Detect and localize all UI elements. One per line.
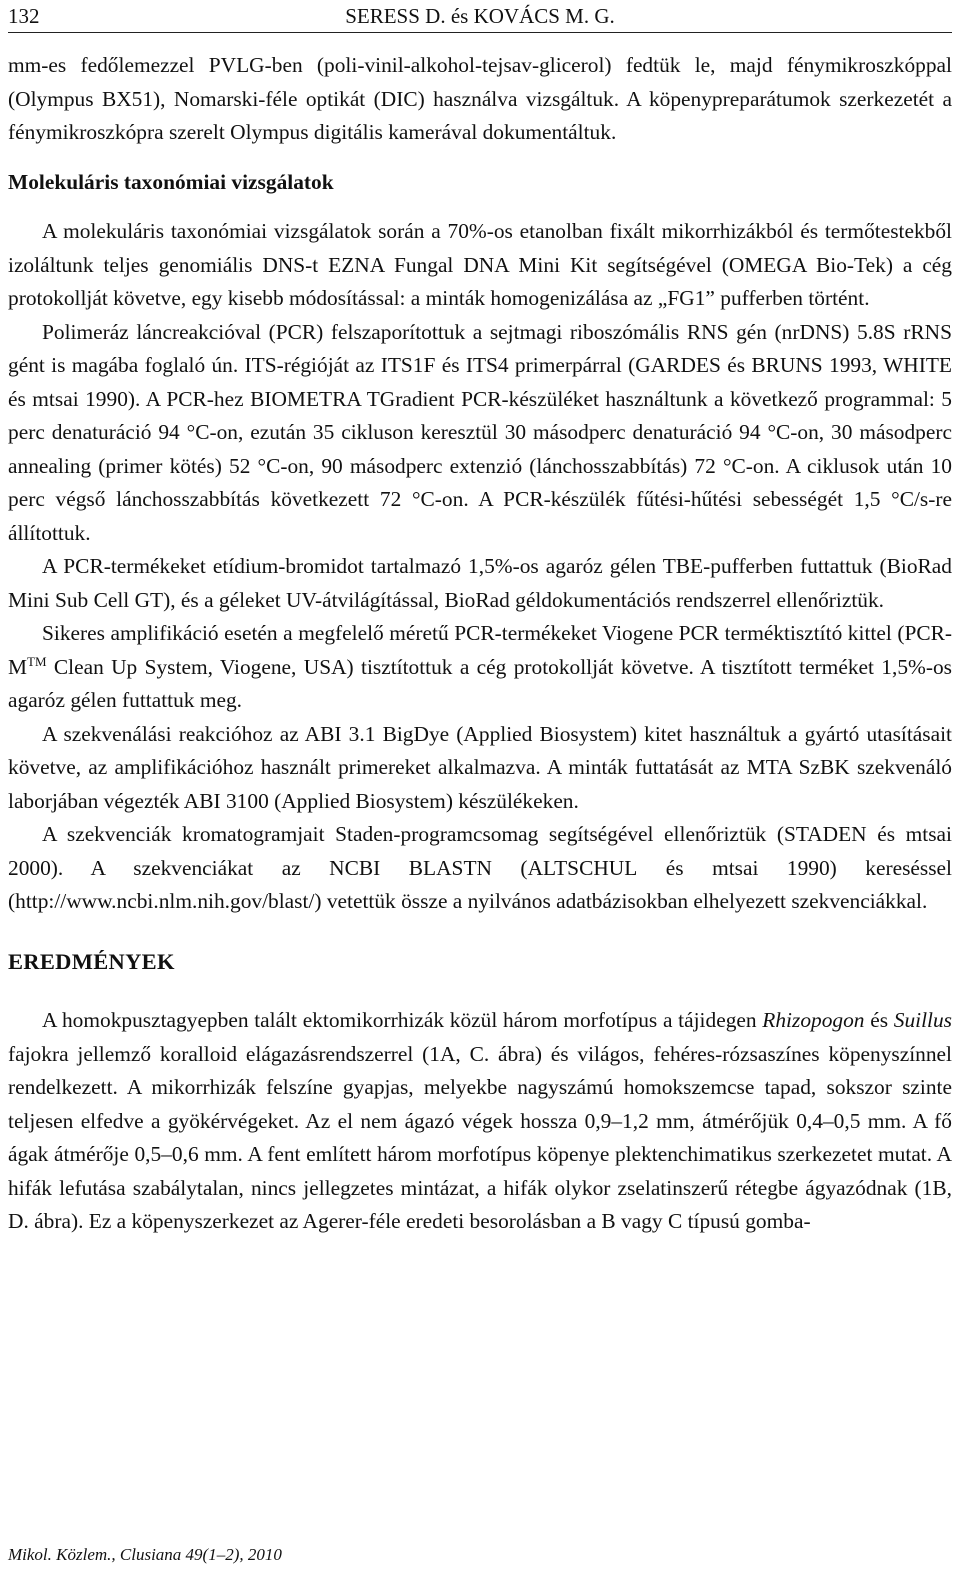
paragraph-molecular-methods: A molekuláris taxonómiai vizsgálatok során a 70%-os etanolban fixált mikorrhizákból és termőtestekből izoláltunk teljes genomiális DNS-t EZNA Fungal DNA Mini Kit segítségével (OMEGA Bio-Tek) a cég protokollját követve, egy kisebb módosítással: a minták homogenizálása az „FG1” pufferben történt. <box>8 219 952 310</box>
text-run: és mtsai 1990). A PCR-hez BIOMETRA TGradient PCR-készüléket használtunk a következő programmal: 5 perc denaturáció 94 °C-on, ezután 35 cikluson keresztül 30 másodperc denaturáció 94 °C-on, 30 másodperc annealing (primer kötés) 52 °C-on, 90 másodperc extenzió (lánchosszabbítás) 72 °C-on. A ciklusok után 10 perc végső lánchosszabbítás következett 72 °C-on. A PCR-készülék fűtési-hűtési sebességét 1,5 °C/s-re állítottuk. <box>8 386 952 545</box>
text-run: A homokpusztagyepben talált ektomikorrhizák közül három morfotípus a tájidegen <box>42 1008 763 1032</box>
paragraph-purification <box>8 617 952 718</box>
subheading-molecular: Molekuláris taxonómiai vizsgálatok <box>8 169 334 194</box>
text-run: Sikeres amplifikáció esetén a megfelelő méretű PCR-termékeket Viogene PCR terméktisztító kittel (PCR-M <box>8 621 952 679</box>
trademark-superscript: TM <box>27 653 47 669</box>
text-run: Polimeráz láncreakcióval (PCR) felszaporítottuk a sejtmagi riboszómális RNS gén (nrDNS) 5.8S rRNS gént is magába foglaló ún. ITS-régióját az ITS1F és ITS4 primerpárral ( <box>8 319 952 377</box>
text-run: Clean Up System, Viogene, USA) tisztítottuk a cég protokollját követve. A tisztított terméket 1,5%-os agaróz gélen futtattuk meg. <box>8 654 952 712</box>
page-header <box>8 2 952 30</box>
author-gardes: GARDES <box>635 353 721 377</box>
text-run: A szekvenciák kromatogramjait Staden-programcsomag segítségével ellenőriztük ( <box>42 822 784 846</box>
page-number: 132 <box>8 4 40 28</box>
paragraph-pcr <box>8 316 952 551</box>
paragraph-sequencing: A szekvenálási reakcióhoz az ABI 3.1 BigDye (Applied Biosystem) kitet használtuk a gyártó utasításait követve, az amplifikációhoz használt primereket alkalmazva. A minták futtatását az MTA SzBK szekvenáló laborjában végezték ABI 3100 (Applied Biosystem) készülékeken. <box>8 721 952 813</box>
section-heading-results: EREDMÉNYEK <box>8 948 175 974</box>
author-altschul: ALTSCHUL <box>527 855 638 880</box>
body-text <box>8 49 952 1239</box>
running-title: SERESS D. és KOVÁCS M. G. <box>345 4 615 28</box>
header-rule <box>8 32 952 33</box>
text-run: és <box>720 353 752 377</box>
author-bruns: BRUNS <box>751 353 823 377</box>
author-staden: STADEN <box>783 822 867 846</box>
text-run: és mtsai 1990) kereséssel (http://www.ncbi.nlm.nih.gov/blast/) vetettük össze a nyilvános adatbázisokban elhelyezett szekvenciákkal. <box>8 855 952 913</box>
paragraph-gel: A PCR-termékeket etídium-bromidot tartalmazó 1,5%-os agaróz gélen TBE-pufferben futtattuk (BioRad Mini Sub Cell GT), és a géleket UV-átvilágítással, BioRad géldokumentációs rendszerrel ellenőriztük. <box>8 554 952 612</box>
genus-suillus: Suillus <box>893 1008 952 1032</box>
text-run: és mtsai 2000). A szekvenciákat az NCBI BLASTN ( <box>8 822 952 880</box>
genus-rhizopogon: Rhizopogon <box>762 1008 865 1032</box>
paragraph-continued: mm-es fedőlemezzel PVLG-ben (poli-vinil-alkohol-tejsav-glicerol) fedtük le, majd fénymikroszkóppal (Olympus BX51), Nomarski-féle optikát (DIC) használva vizsgáltuk. A köpenypreparátumok szerkezetét a fénymikroszkópra szerelt Olympus digitális kamerával dokumentáltuk. <box>8 53 952 144</box>
text-run: fajokra jellemző koralloid elágazásrendszerrel (1A, C. ábra) és világos, fehéres-rózsaszínes köpenyszínnel rendelkezett. A mikorrhizák felszíne gyapjas, melyekbe nagyszámú homokszemcse tapad, sokszor szinte teljesen elfedve a gyökérvégeket. Az el nem ágazó végek hossza 0,9–1,2 mm, átmérőjük 0,4–0,5 mm. A fő ágak átmérője 0,5–0,6 mm. A fent említett három morfotípus köpenye plektenchimatikus szerkezetet mutat. A hifák lefutása szabálytalan, nincs jellegzetes mintázat, a hifák olykor zselatinszerű rétegbe ágyazódnak (1B, D. ábra). Ez a köpenyszerkezet az Agerer-féle eredeti besorolásban a B vagy C típusú gomba- <box>8 1041 952 1233</box>
text-run: 1993, <box>822 353 884 377</box>
author-white: WHITE <box>883 353 952 377</box>
paragraph-chromatograms <box>8 818 952 919</box>
text-run: és <box>864 1008 894 1032</box>
journal-citation: Mikol. Közlem., Clusiana 49(1–2), 2010 <box>8 1545 282 1564</box>
paragraph-results <box>8 1004 952 1239</box>
